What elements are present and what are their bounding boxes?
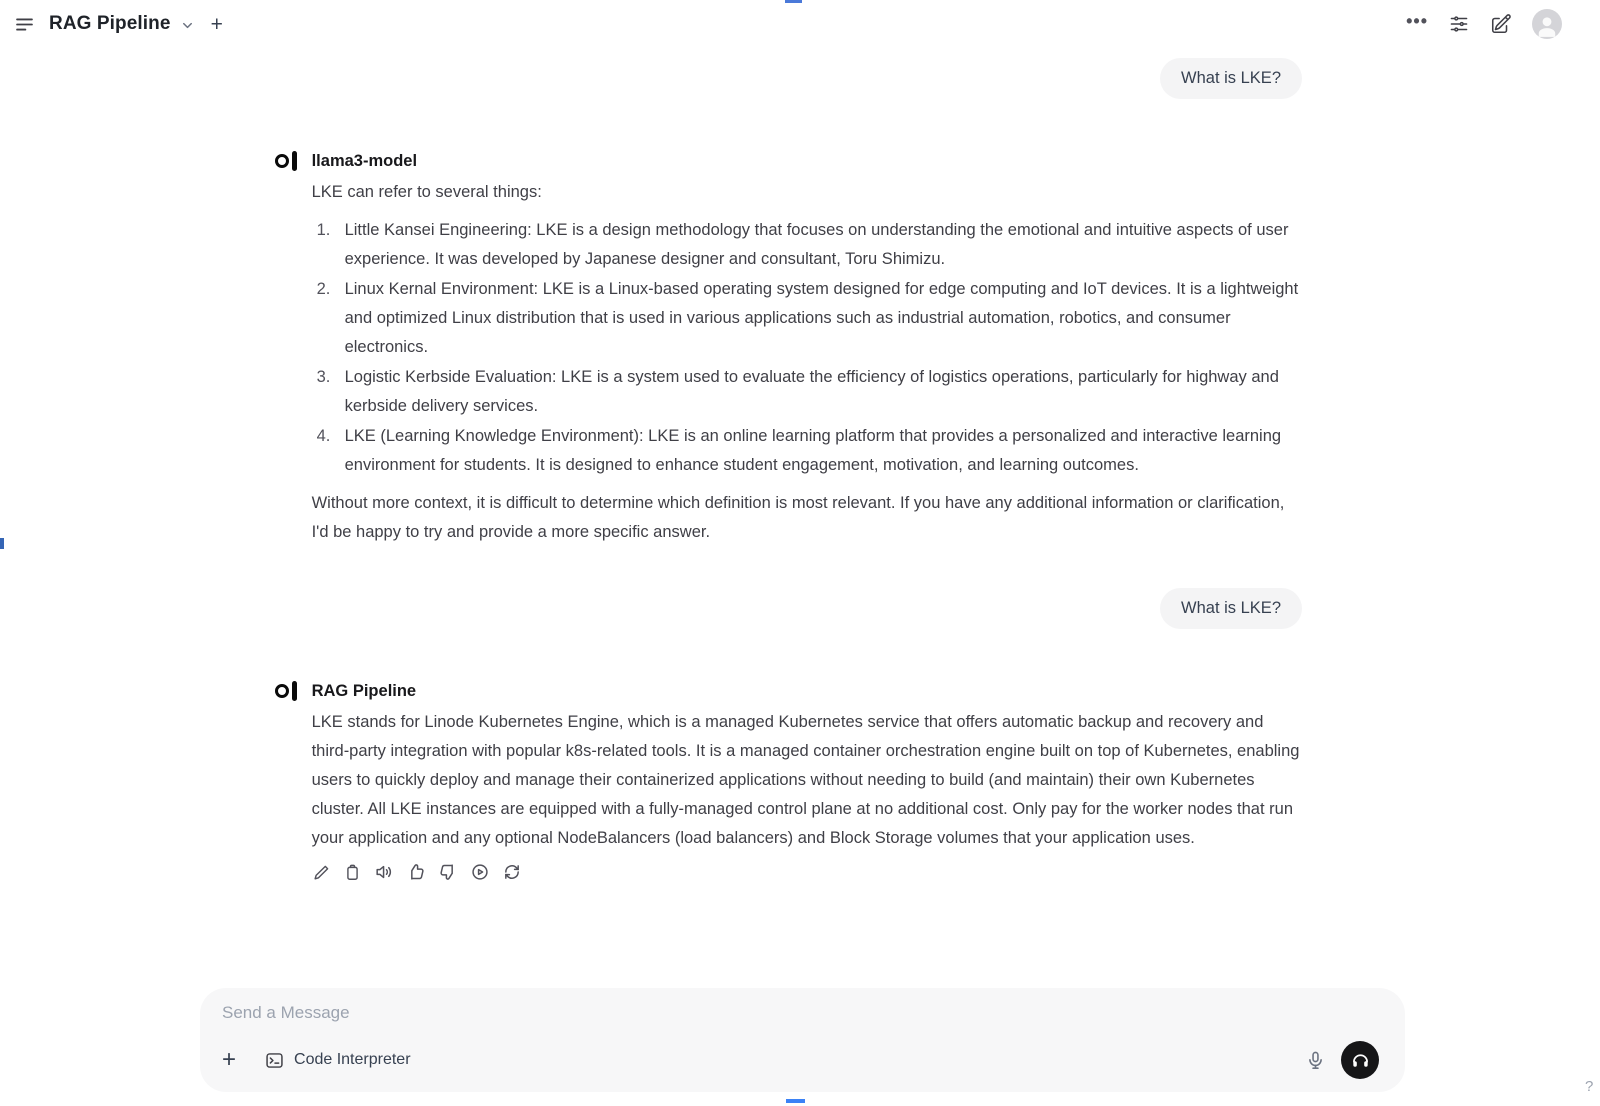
model-name: RAG Pipeline: [311, 682, 417, 700]
top-bar: [0, 0, 1600, 48]
logo-bar: [292, 151, 297, 171]
numbered-list: [312, 216, 1305, 480]
assistant-message: [275, 680, 1305, 882]
screenshot-artifact-bottom: [786, 1099, 805, 1103]
message-composer: [200, 988, 1405, 1092]
header-left-group: [14, 13, 223, 35]
list-item: [312, 422, 1305, 480]
screenshot-artifact-top: [785, 0, 802, 3]
thumbs-up-icon[interactable]: [406, 862, 426, 882]
user-message-bubble: What is LKE?: [1160, 588, 1302, 629]
list-item-text: Linux Kernal Environment: LKE is a Linux-based operating system designed for edge computing and IoT devices. It is a lightweight and optimized Linux distribution that is used in various applications such as industrial automation, robotics, and consumer electronics.: [344, 280, 1299, 356]
list-item-number: 3.: [316, 368, 331, 386]
assistant-message-content: [312, 150, 1305, 547]
controls-sliders-icon[interactable]: [1448, 13, 1470, 35]
user-avatar[interactable]: [1532, 9, 1562, 39]
chat-title: RAG Pipeline: [49, 13, 171, 34]
composer-toolbar: [220, 1041, 1379, 1079]
list-item-text: LKE (Learning Knowledge Environment): LKE is an online learning platform that provides a personalized and interactive learning environment for students. It is designed to enhance student engagement, motivation, and learning outcomes.: [344, 427, 1282, 474]
list-item-number: 1.: [316, 221, 331, 239]
assistant-message-content: [312, 680, 1305, 882]
screenshot-artifact-left: [0, 538, 4, 549]
message-input[interactable]: [220, 1001, 1379, 1027]
composer-right-group: [1305, 1041, 1379, 1079]
edit-message-icon[interactable]: [312, 863, 331, 882]
logo-ring: [275, 684, 289, 698]
composer-left-group: [220, 1048, 411, 1072]
attach-plus-button[interactable]: +: [222, 1046, 237, 1073]
openwebui-logo-icon: [275, 150, 297, 172]
play-circle-icon[interactable]: [470, 862, 490, 882]
new-chat-edit-icon[interactable]: [1490, 13, 1512, 35]
message-actions-row: [312, 862, 1305, 882]
voice-call-headphones-button[interactable]: [1341, 1041, 1379, 1079]
terminal-icon: [264, 1050, 285, 1071]
list-item: [312, 363, 1305, 421]
assistant-intro: LKE can refer to several things:: [311, 183, 542, 201]
regenerate-icon[interactable]: [502, 862, 522, 882]
header-right-group: [1406, 9, 1562, 39]
list-item: [312, 216, 1305, 274]
openwebui-logo-icon: [275, 680, 297, 702]
microphone-icon[interactable]: [1305, 1050, 1326, 1071]
code-interpreter-toggle[interactable]: [264, 1050, 411, 1071]
list-item-text: Little Kansei Engineering: LKE is a design methodology that focuses on understanding the emotional and intuitive aspects of user experience. It was developed by Japanese designer and consultant, Toru Shimizu.: [344, 221, 1289, 268]
more-options-button[interactable]: •••: [1406, 12, 1428, 36]
copy-icon[interactable]: [343, 863, 362, 882]
help-question-mark: ?: [1585, 1078, 1594, 1095]
list-item-text: Logistic Kerbside Evaluation: LKE is a system used to evaluate the efficiency of logistics operations, particularly for highway and kerbside delivery services.: [344, 368, 1279, 415]
sidebar-menu-icon[interactable]: [14, 14, 35, 35]
thumbs-down-icon[interactable]: [438, 862, 458, 882]
list-item-number: 4.: [316, 427, 331, 445]
user-message-bubble: What is LKE?: [1160, 58, 1302, 99]
logo-ring: [275, 154, 289, 168]
read-aloud-speaker-icon[interactable]: [374, 862, 394, 882]
assistant-body: LKE stands for Linode Kubernetes Engine, which is a managed Kubernetes service that offers automatic backup and recovery and third-party integration with popular k8s-related tools. It is a managed container orchestration engine built on top of Kubernetes, enabling users to quickly deploy and manage their containerized applications without needing to build (and maintain) their own Kubernetes cluster. All LKE instances are equipped with a fully-managed control plane at no additional cost. Only pay for the worker nodes that run your application and any optional NodeBalancers (load balancers) and Block Storage volumes that your application uses.: [311, 713, 1300, 847]
assistant-message: [275, 150, 1305, 547]
list-item: [312, 275, 1305, 362]
model-name: llama3-model: [311, 152, 418, 170]
new-tab-plus-button[interactable]: +: [210, 12, 223, 36]
code-interpreter-label: Code Interpreter: [294, 1051, 411, 1068]
chevron-down-icon[interactable]: [180, 18, 195, 33]
list-item-number: 2.: [316, 280, 331, 298]
logo-bar: [292, 681, 297, 701]
assistant-outro: Without more context, it is difficult to determine which definition is most relevant. If you have any additional information or clarification, I'd be happy to try and provide a more specific answer.: [311, 494, 1285, 541]
